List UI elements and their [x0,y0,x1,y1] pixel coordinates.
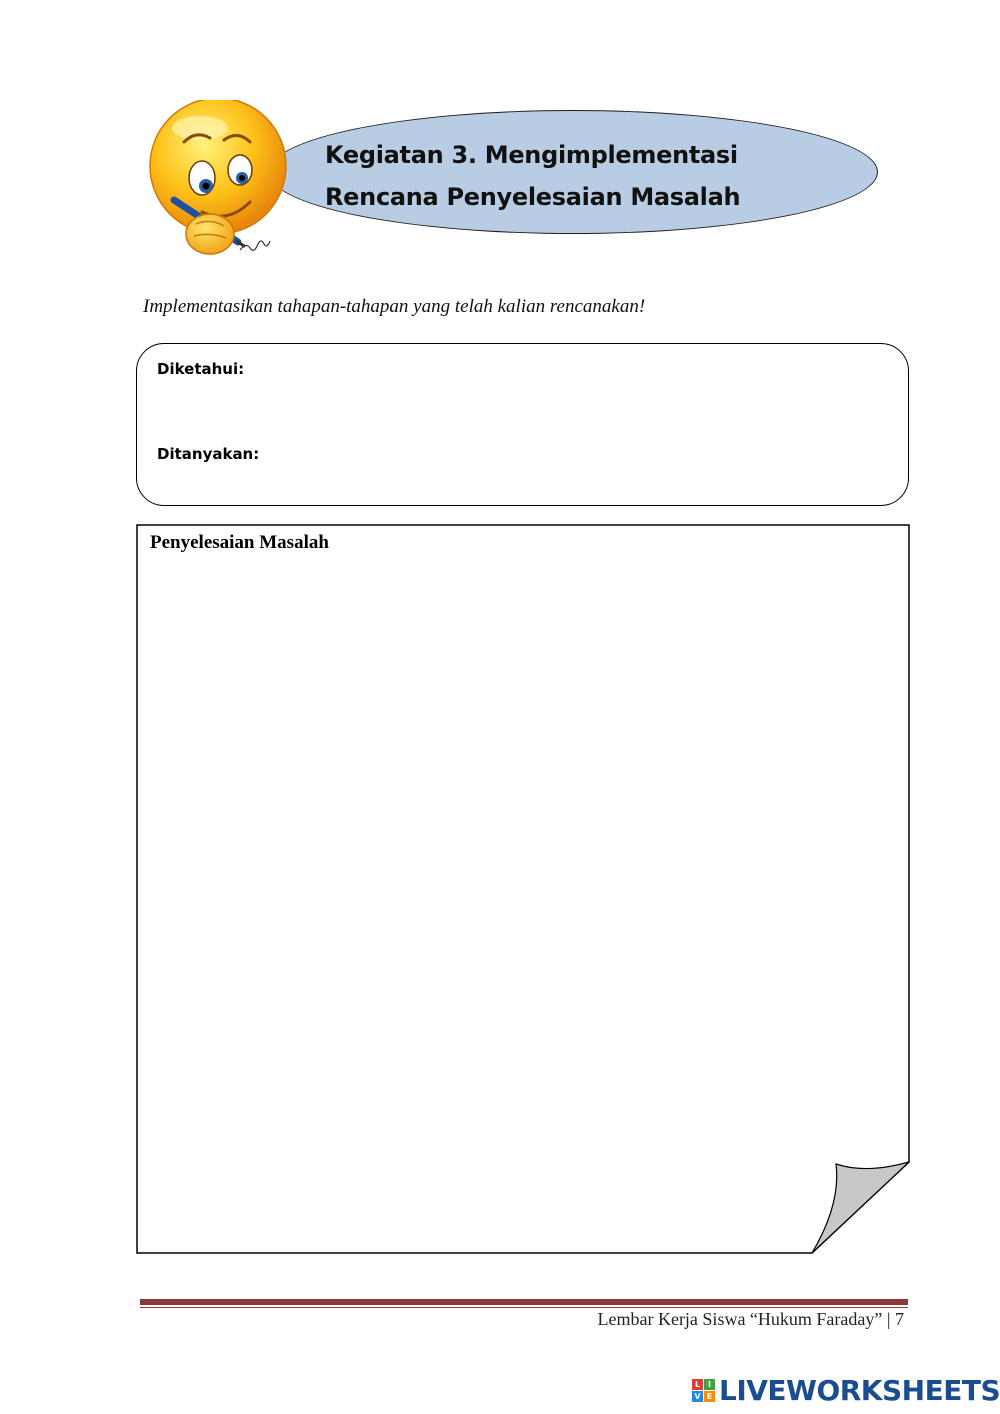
logo-letter-e: E [704,1391,715,1402]
solution-box-frame [136,524,910,1254]
known-label: Diketahui: [157,360,245,378]
liveworksheets-icon [692,1379,715,1402]
footer-text: Lembar Kerja Siswa “Hukum Faraday” | 7 [597,1309,904,1329]
footer-divider [140,1299,908,1308]
smiley-writing-icon [140,100,290,262]
logo-letter-i: I [704,1379,715,1390]
solution-label: Penyelesaian Masalah [150,532,329,553]
activity-title [325,134,845,218]
logo-letter-v: V [692,1391,703,1402]
solution-box [136,524,910,1254]
title-line-1: Kegiatan 3. Mengimplementasi [325,141,738,169]
logo-text: LIVEWORKSHEETS [719,1373,1000,1407]
instruction-text: Implementasikan tahapan-tahapan yang telah kalian rencanakan! [143,296,646,317]
activity-header [140,100,885,265]
title-line-2: Rencana Penyelesaian Masalah [325,183,741,211]
liveworksheets-logo [692,1374,1000,1406]
logo-letter-l: L [692,1379,703,1390]
known-asked-box [136,343,909,506]
asked-label: Ditanyakan: [157,445,260,463]
